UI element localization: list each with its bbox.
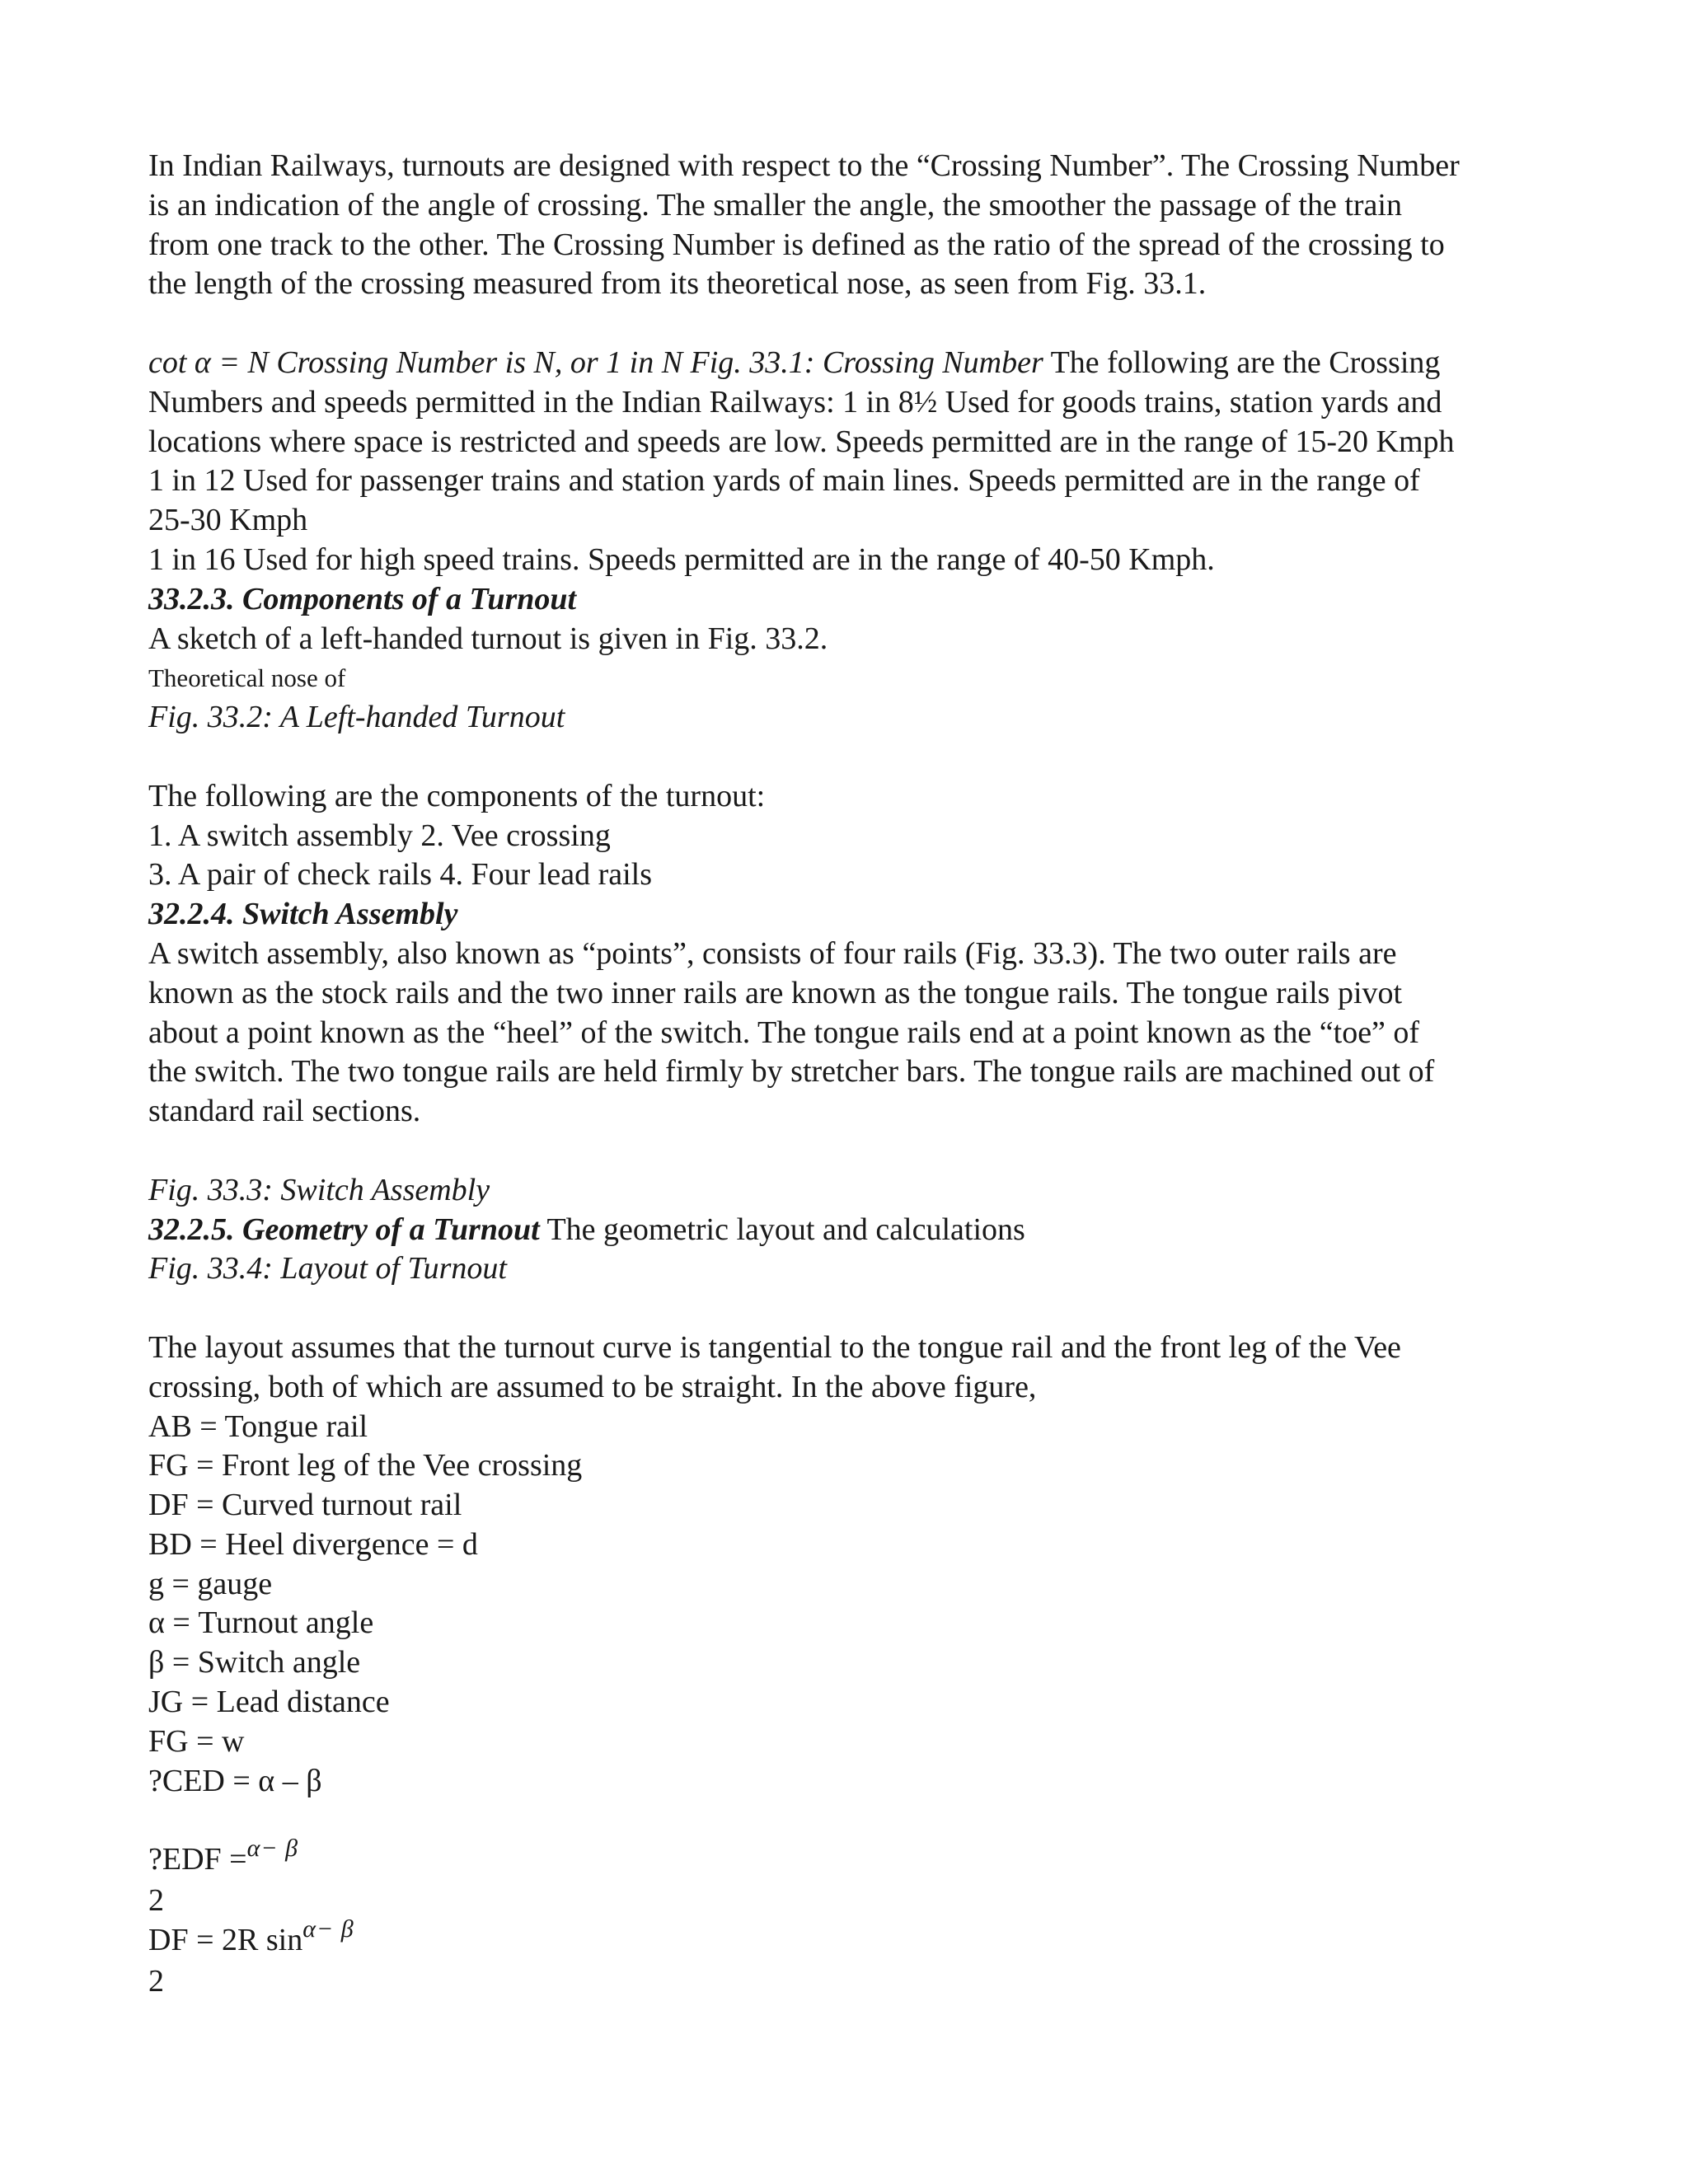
paragraph-speeds-line: 1 in 16 Used for high speed trains. Speeds permitted are in the range of 40-50 Kmph. (148, 541, 1215, 577)
paragraph-gap (148, 304, 1550, 344)
paragraph-layout-line: The layout assumes that the turnout curve is tangential to the tongue rail and the front leg of the Vee (148, 1329, 1401, 1365)
paragraph-gap (148, 1289, 1550, 1329)
equation-edf-numerator: α− β (246, 1835, 299, 1863)
definition-line: ?CED = α – β (148, 1763, 322, 1798)
section-heading-switch-assembly: 32.2.4. Switch Assembly (148, 897, 458, 932)
section-heading-geometry: 32.2.5. Geometry of a Turnout (148, 1212, 540, 1247)
section-heading-components: 33.2.3. Components of a Turnout (148, 581, 577, 616)
fig-33-2-caption: Fig. 33.2: A Left-handed Turnout (148, 700, 565, 735)
document-page (148, 147, 1550, 2001)
paragraph-speeds-line: Numbers and speeds permitted in the Indian Railways: 1 in 8½ Used for goods trains, station yards and (148, 384, 1442, 419)
equation-df-lhs: DF = 2R sin (148, 1922, 303, 1957)
definition-line: AB = Tongue rail (148, 1408, 368, 1444)
definition-line: β = Switch angle (148, 1645, 361, 1680)
paragraph-speeds-text: The following are the Crossing (1043, 344, 1441, 380)
paragraph-switch-assembly-line: A switch assembly, also known as “points”, consists of four rails (Fig. 33.3). The two outer rails are (148, 935, 1397, 971)
paragraph-switch-assembly-line: the switch. The two tongue rails are held firmly by stretcher bars. The tongue rails are machined out of (148, 1054, 1435, 1090)
paragraph-gap (148, 1801, 1550, 1840)
equation-edf-denominator: 2 (148, 1883, 164, 1919)
paragraph-crossing-number-line: is an indication of the angle of crossing. The smaller the angle, the smoother the passage of the train (148, 187, 1402, 223)
components-list-line: 1. A switch assembly 2. Vee crossing (148, 818, 611, 853)
components-list-line: 3. A pair of check rails 4. Four lead rails (148, 857, 653, 893)
definition-line: α = Turnout angle (148, 1605, 374, 1641)
paragraph-switch-assembly-line: about a point known as the “heel” of the switch. The tongue rails end at a point known as the “toe” of (148, 1015, 1420, 1050)
equation-edf-lhs: ?EDF = (148, 1842, 247, 1877)
paragraph-speeds-line: 1 in 12 Used for passenger trains and station yards of main lines. Speeds permitted are in the range of (148, 463, 1420, 499)
fig-33-3-caption: Fig. 33.3: Switch Assembly (148, 1172, 490, 1207)
components-intro: The following are the components of the turnout: (148, 778, 766, 813)
equation-edf (148, 1835, 1550, 1882)
paragraph-crossing-number-line: the length of the crossing measured from its theoretical nose, as seen from Fig. 33.1. (148, 266, 1207, 302)
equation-df-numerator: α− β (302, 1915, 354, 1943)
paragraph-gap (148, 1132, 1550, 1171)
equation-df-denominator: 2 (148, 1963, 164, 1999)
definition-line: g = gauge (148, 1566, 273, 1601)
section-geometry-line (148, 1211, 1550, 1250)
definition-line: JG = Lead distance (148, 1685, 390, 1720)
definition-line: FG = Front leg of the Vee crossing (148, 1448, 583, 1483)
paragraph-speeds-line (148, 344, 1550, 383)
equation-df (148, 1915, 1550, 1962)
paragraph-speeds-line: 25-30 Kmph (148, 503, 308, 538)
figure-label-theoretical-nose: Theoretical nose of (148, 663, 346, 693)
section-components-text: A sketch of a left-handed turnout is given in Fig. 33.2. (148, 621, 828, 656)
paragraph-crossing-number-line: from one track to the other. The Crossing Number is defined as the ratio of the spread of the crossing to (148, 227, 1445, 262)
fig-33-1-caption-inline: cot α = N Crossing Number is N, or 1 in N Fig. 33.1: Crossing Number (148, 344, 1043, 380)
paragraph-speeds-line: locations where space is restricted and speeds are low. Speeds permitted are in the range of 15-20 Kmph (148, 424, 1455, 459)
paragraph-crossing-number-line: In Indian Railways, turnouts are designed with respect to the “Crossing Number”. The Crossing Number (148, 148, 1460, 183)
paragraph-layout-line: crossing, both of which are assumed to be straight. In the above figure, (148, 1369, 1037, 1404)
definition-line: FG = w (148, 1723, 245, 1759)
definition-line: DF = Curved turnout rail (148, 1488, 462, 1523)
paragraph-gap (148, 738, 1550, 777)
definition-line: BD = Heel divergence = d (148, 1526, 478, 1562)
fig-33-4-caption: Fig. 33.4: Layout of Turnout (148, 1251, 507, 1286)
paragraph-switch-assembly-line: known as the stock rails and the two inner rails are known as the tongue rails. The tongue rails pivot (148, 975, 1403, 1010)
paragraph-switch-assembly-line: standard rail sections. (148, 1094, 421, 1129)
section-geometry-text: The geometric layout and calculations (539, 1212, 1025, 1247)
